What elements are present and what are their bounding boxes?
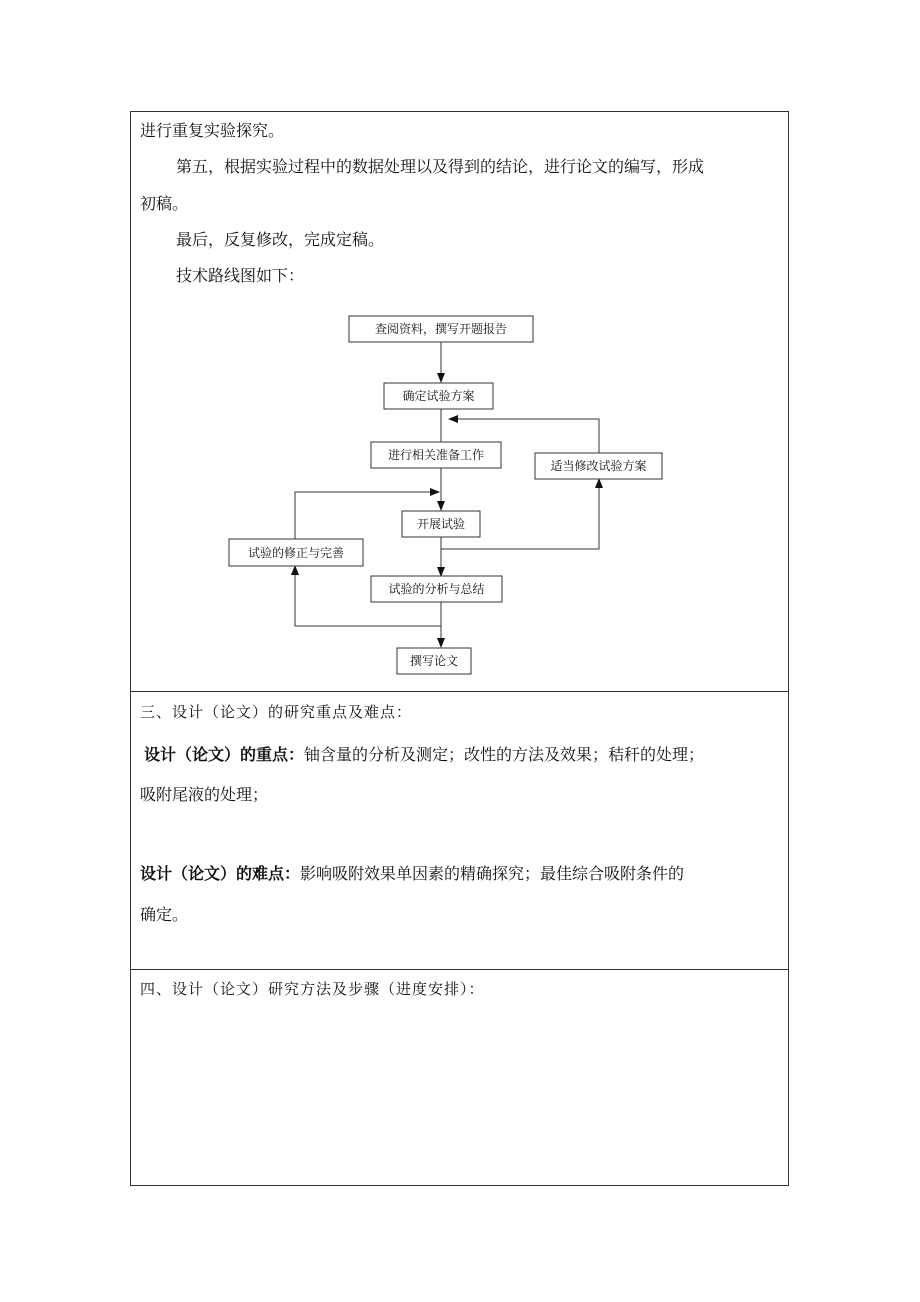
difficulty-label: 设计（论文）的难点： <box>140 864 301 883</box>
paragraph-final-step: 最后，反复修改，完成定稿。 <box>176 230 385 249</box>
node-analysis-label: 试验的分析与总结 <box>388 582 485 596</box>
technical-route-flowchart <box>1 1 920 701</box>
node-adjust <box>535 453 662 479</box>
node-experiment-label: 开展试验 <box>416 517 466 531</box>
node-adjust-label: 适当修改试验方案 <box>550 459 647 473</box>
node-write-label: 撰写论文 <box>409 654 459 668</box>
node-consult-label: 查阅资料，撰写开题报告 <box>374 322 508 336</box>
report-table <box>130 111 789 1186</box>
route-intro: 技术路线图如下： <box>176 266 305 285</box>
node-prepare <box>371 442 501 468</box>
section3-heading: 三、设计（论文）的研究重点及难点： <box>140 703 413 721</box>
focus-difficulty-cell <box>131 692 788 970</box>
node-write <box>397 648 471 674</box>
text-line: 进行重复实验探究。 <box>140 121 285 140</box>
technical-route-cell <box>131 112 788 692</box>
node-plan-label: 确定试验方案 <box>402 389 475 403</box>
node-consult <box>349 316 533 342</box>
difficulty-text-cont: 确定。 <box>140 905 189 924</box>
difficulty-text: 影响吸附效果单因素的精确探究；最佳综合吸附条件的 <box>300 864 685 883</box>
difficulty-line <box>140 864 684 884</box>
section4-heading: 四、设计（论文）研究方法及步骤（进度安排）： <box>140 980 485 998</box>
focus-text-cont: 吸附尾液的处理； <box>140 785 269 804</box>
node-experiment <box>402 511 480 537</box>
focus-label: 设计（论文）的重点： <box>144 745 305 764</box>
paragraph-fifth-step: 第五，根据实验过程中的数据处理以及得到的结论，进行论文的编写，形成 <box>176 157 705 176</box>
focus-text: 铀含量的分析及测定；改性的方法及效果；秸秆的处理； <box>304 745 705 764</box>
method-steps-cell <box>131 970 788 1187</box>
node-analysis <box>371 576 502 602</box>
node-revise-label: 试验的修正与完善 <box>247 546 345 560</box>
node-revise <box>229 539 363 566</box>
node-prepare-label: 进行相关准备工作 <box>387 448 485 462</box>
paragraph-fifth-step-cont: 初稿。 <box>140 194 189 213</box>
node-plan <box>384 383 493 409</box>
focus-line <box>144 745 704 765</box>
